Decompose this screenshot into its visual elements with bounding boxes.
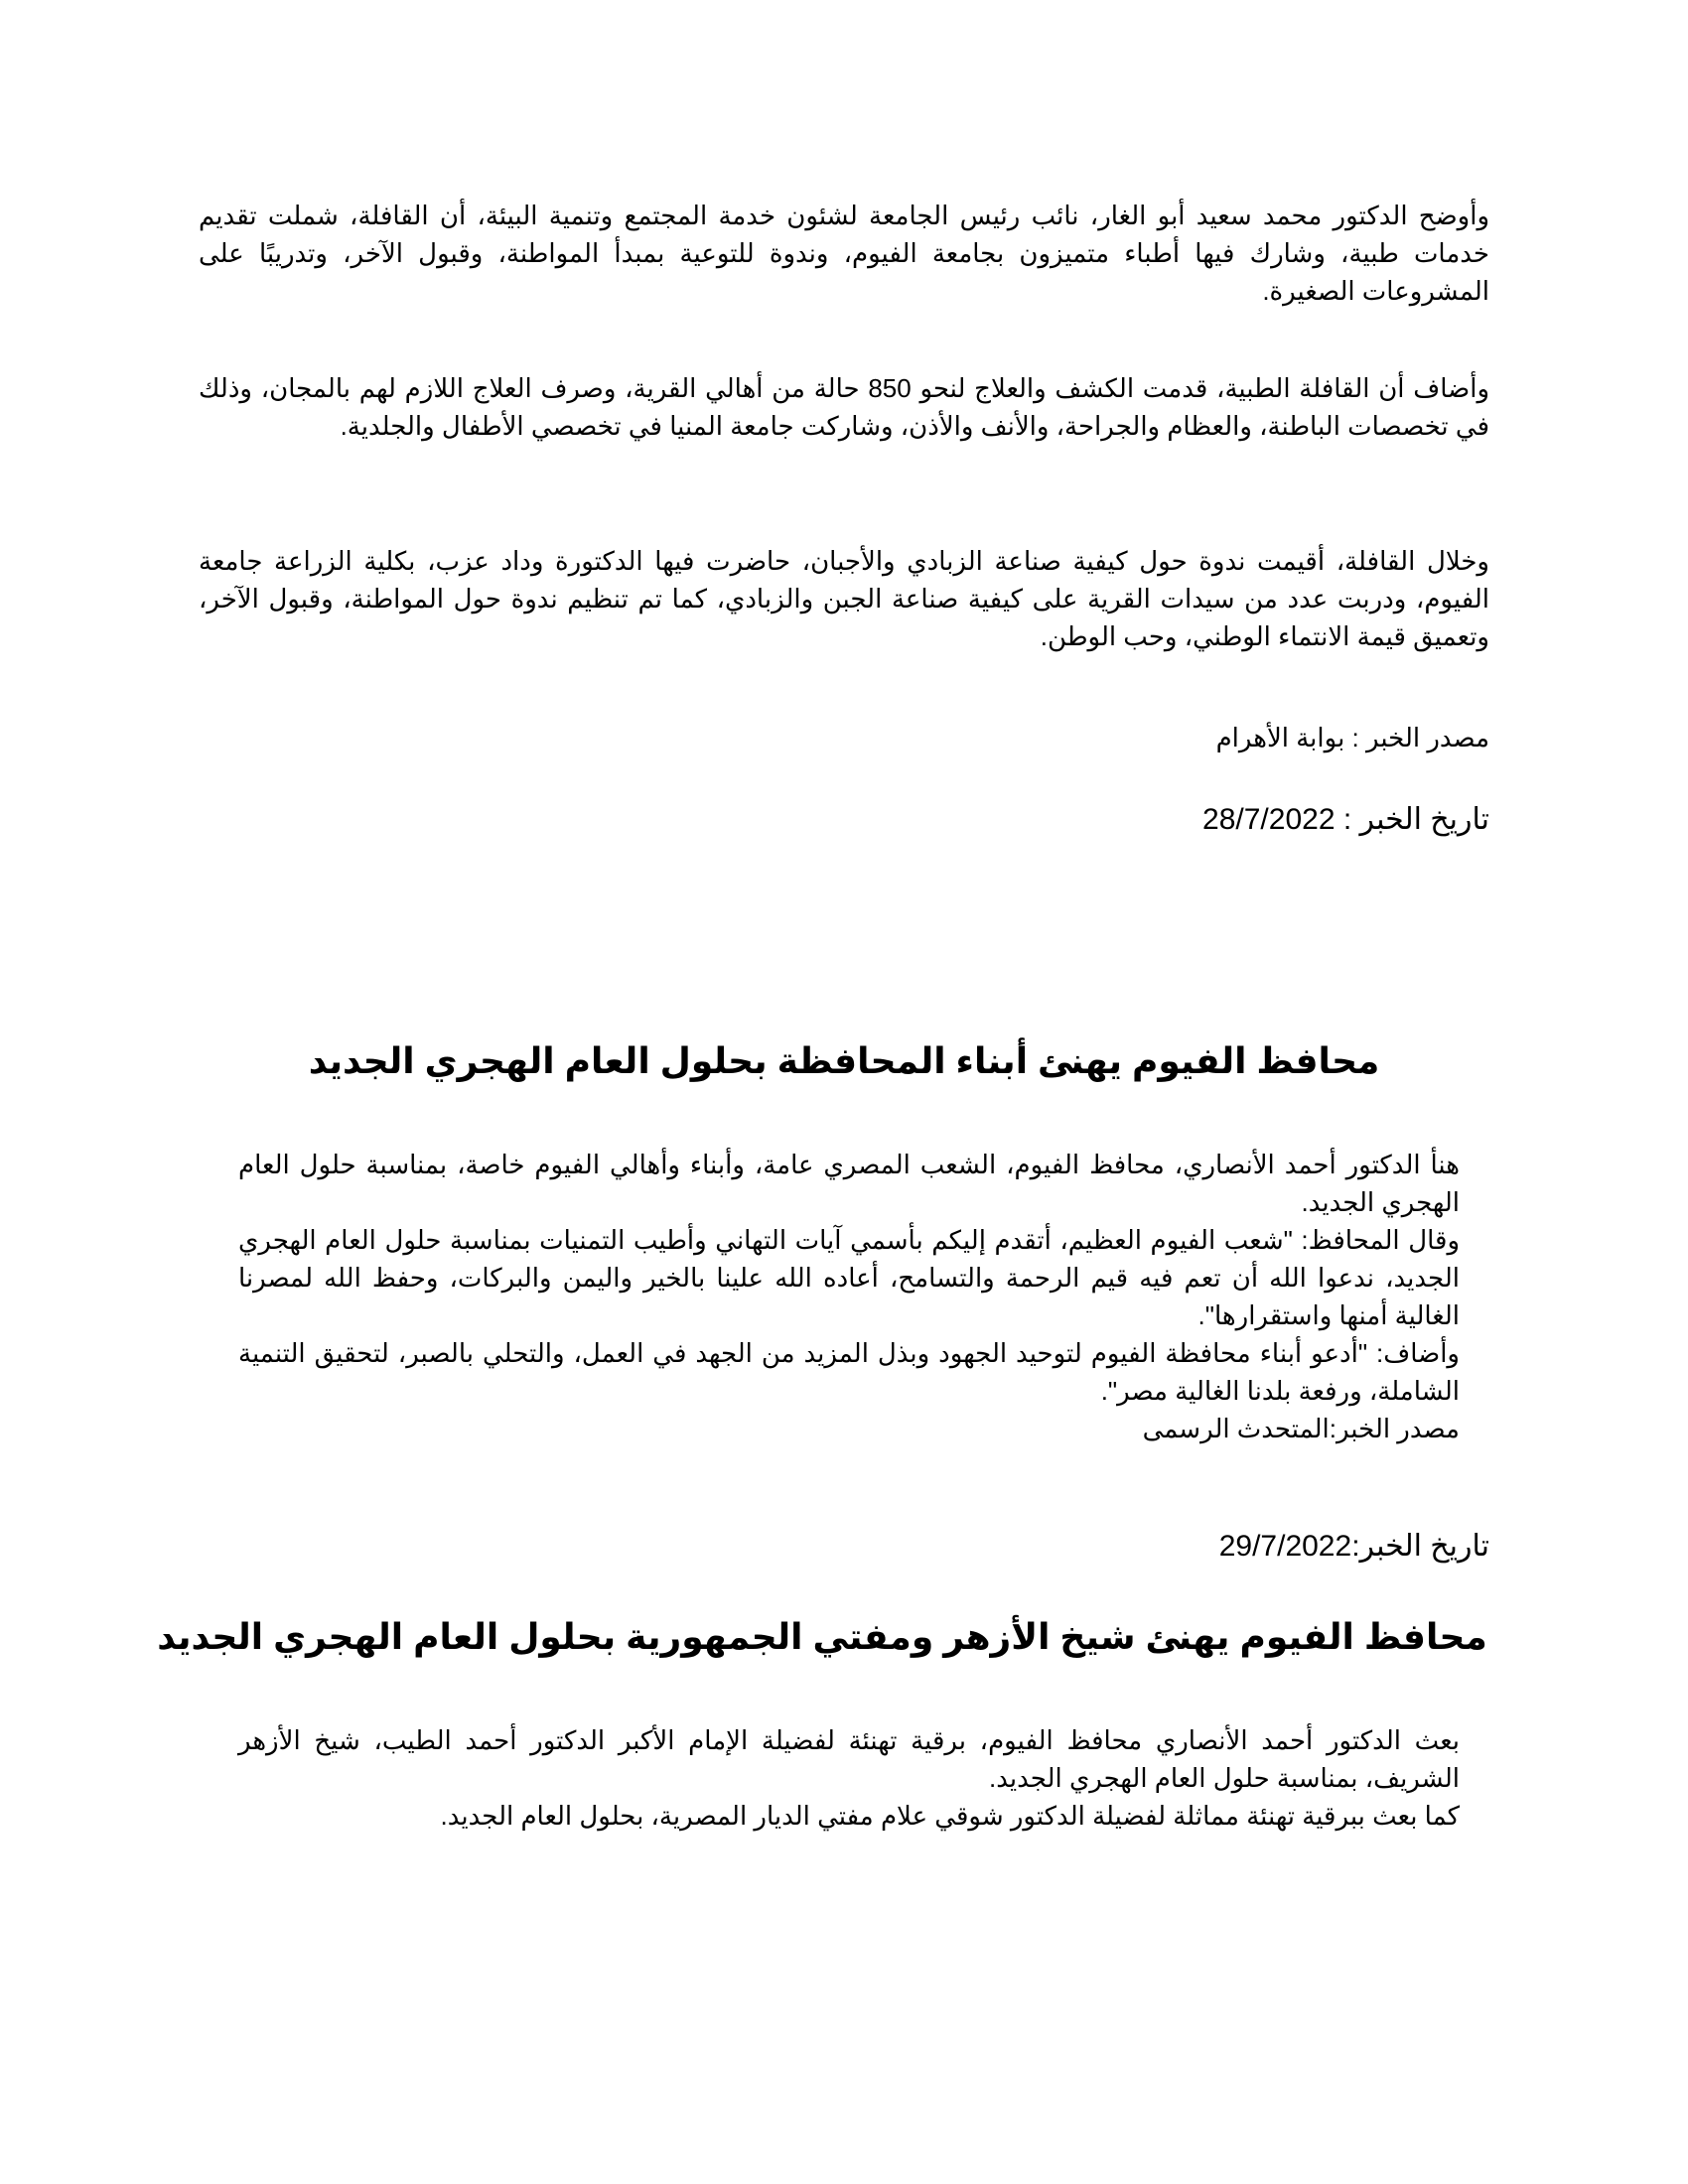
article1-date-line: تاريخ الخبر : 28/7/2022 (1202, 803, 1489, 836)
article2-date (199, 1527, 1489, 1567)
article3-body (238, 1721, 1460, 1835)
article2-date-line: تاريخ الخبر:29/7/2022 (1218, 1530, 1489, 1563)
article1-body-3 (199, 542, 1489, 655)
article1-source (199, 719, 1489, 756)
article1-paragraph-3: وخلال القافلة، أقيمت ندوة حول كيفية صناعة الزبادي والأجبان، حاضرت فيها الدكتورة وداد عزب، بكلية الزراعة جامعة الفيوم، ودربت عدد من سيدات القرية على كيفية صناعة الجبن والزبادي، كما تم تنظيم ندوة حول المواطنة، وقبول الآخر، وتعميق قيمة الانتماء الوطني، وحب الوطن. (199, 546, 1489, 651)
article2-paragraph-2: وقال المحافظ: "شعب الفيوم العظيم، أتقدم إليكم بأسمي آيات التهاني وأطيب التمنيات بمناسبة حلول العام الهجري الجديد، ندعوا الله أن تعم فيه قيم الرحمة والتسامح، أعاده الله علينا بالخير واليمن والبركات، وحفظ الله لمصرنا الغالية أمنها واستقرارها". (238, 1225, 1460, 1330)
article1-paragraph-1: وأوضح الدكتور محمد سعيد أبو الغار، نائب رئيس الجامعة لشئون خدمة المجتمع وتنمية البيئة، أن القافلة، شملت تقديم خدمات طبية، وشارك فيها أطباء متميزون بجامعة الفيوم، وندوة للتوعية بمبدأ المواطنة، وقبول الآخر، وتدريبًا على المشروعات الصغيرة. (199, 201, 1489, 306)
article1-paragraph-2: وأضاف أن القافلة الطبية، قدمت الكشف والعلاج لنحو 850 حالة من أهالي القرية، وصرف العلاج اللازم لهم بالمجان، وذلك في تخصصات الباطنة، والعظام والجراحة، والأنف والأذن، وشاركت جامعة المنيا في تخصصي الأطفال والجلدية. (199, 373, 1489, 441)
article2-title: محافظ الفيوم يهنئ أبناء المحافظة بحلول العام الهجري الجديد (308, 1040, 1380, 1081)
article3-title: محافظ الفيوم يهنئ شيخ الأزهر ومفتي الجمهورية بحلول العام الهجري الجديد (157, 1616, 1487, 1657)
article2-source-line: مصدر الخبر:المتحدث الرسمى (1142, 1414, 1460, 1443)
article3-paragraph-2: كما بعث ببرقية تهنئة مماثلة لفضيلة الدكتور شوقي علام مفتي الديار المصرية، بحلول العام الجديد. (440, 1801, 1460, 1831)
article2-body (238, 1146, 1460, 1447)
article1-source-line: مصدر الخبر : بوابة الأهرام (1215, 723, 1489, 752)
article1-body-2 (199, 369, 1489, 445)
article2-paragraph-3: وأضاف: "أدعو أبناء محافظة الفيوم لتوحيد الجهود وبذل المزيد من الجهد في العمل، والتحلي بالصبر، لتحقيق التنمية الشاملة، ورفعة بلدنا الغالية مصر". (238, 1338, 1460, 1406)
article3-paragraph-1: بعث الدكتور أحمد الأنصاري محافظ الفيوم، برقية تهنئة لفضيلة الإمام الأكبر الدكتور أحمد الطيب، شيخ الأزهر الشريف، بمناسبة حلول العام الهجري الجديد. (238, 1725, 1460, 1793)
article1-date (199, 800, 1489, 840)
article1-body (199, 197, 1489, 310)
article2-paragraph-1: هنأ الدكتور أحمد الأنصاري، محافظ الفيوم، الشعب المصري عامة، وأبناء وأهالي الفيوم خاصة، بمناسبة حلول العام الهجري الجديد. (238, 1150, 1460, 1217)
